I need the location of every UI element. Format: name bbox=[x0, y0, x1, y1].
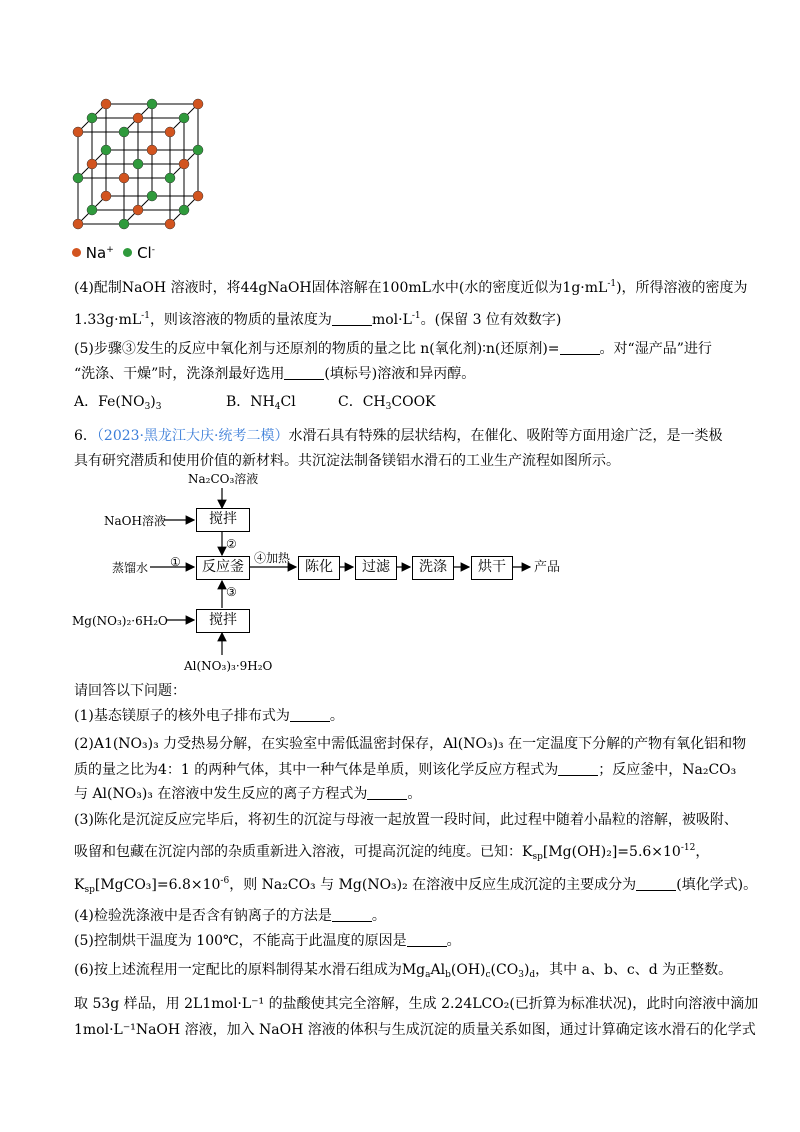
p5-blank[interactable] bbox=[407, 932, 447, 947]
option-b-formula: NH bbox=[250, 394, 275, 410]
q5-text-c: “洗涤、干燥”时，洗涤剂最好选用 bbox=[74, 366, 285, 382]
flow-stir-box-2: 搅拌 bbox=[196, 609, 250, 633]
p6-mg: Mg bbox=[401, 962, 426, 978]
option-c-label: C． bbox=[338, 394, 363, 410]
q4-text-b: 44gNaOH bbox=[240, 280, 312, 296]
p3-ksp-sub-2: sp bbox=[84, 885, 95, 895]
q4-sup-f: -1 bbox=[607, 279, 617, 289]
q6-part2-line2 bbox=[74, 760, 736, 780]
q4-text-a: (4)配制NaOH 溶液时，将 bbox=[74, 280, 241, 296]
cl-label: Cl bbox=[137, 244, 152, 262]
option-a-label: A． bbox=[74, 394, 99, 410]
q4-text-c: 固体溶解在 bbox=[311, 280, 382, 296]
na-label: Na bbox=[85, 244, 107, 262]
option-c-end: COOK bbox=[391, 394, 436, 410]
flow-na2co3-input: Na₂CO₃溶液 bbox=[188, 472, 259, 486]
cl-charge: - bbox=[151, 245, 155, 255]
p3-text-a: 吸留和包藏在沉淀内部的杂质重新进入溶液，可提高沉淀的纯度。已知：K bbox=[74, 844, 533, 860]
q5-text-d: (填标号)溶液和异丙醇。 bbox=[324, 366, 476, 382]
q4-unit: mol·L bbox=[371, 312, 412, 328]
p1-end: 。 bbox=[329, 708, 344, 724]
flow-step1: ① bbox=[170, 555, 181, 569]
option-c-formula: CH bbox=[362, 394, 386, 410]
option-c-sub: 3 bbox=[385, 402, 392, 412]
q6-source-link[interactable]: （2023·黑龙江大庆·统考二模） bbox=[96, 428, 289, 444]
p6-co3: (CO bbox=[490, 962, 519, 978]
q5-text-a: (5)步骤③发生的反应中氧化剂与还原剂的物质的量之比 n(氧化剂)∶n(还原剂)= bbox=[74, 341, 560, 357]
flow-product-output: 产品 bbox=[534, 560, 561, 575]
q4-text-g: )，所得溶液的密度为 bbox=[616, 280, 748, 296]
p6-sub-c: c bbox=[485, 970, 491, 980]
q5-text-b: 。对“湿产品”进行 bbox=[599, 341, 712, 357]
flow-reactor-box: 反应釜 bbox=[196, 556, 250, 580]
p3-ksp-sub: sp bbox=[532, 852, 543, 862]
option-b-end: Cl bbox=[280, 394, 296, 410]
q6-part3-line3 bbox=[74, 871, 757, 900]
p2-text-b: ；反应釜中，Na₂CO₃ bbox=[598, 762, 737, 778]
prompt-text: 请回答以下问题： bbox=[74, 683, 186, 699]
q6-intro-text1: 水滑石具有特殊的层状结构，在催化、吸附等方面用途广泛，是一类极 bbox=[288, 428, 723, 444]
p5-end: 。 bbox=[446, 933, 461, 949]
q6-part4 bbox=[74, 906, 386, 926]
p3-exp-2: -6 bbox=[220, 876, 230, 886]
p6-sub-3: 3 bbox=[518, 970, 524, 980]
p6-oh: (OH) bbox=[450, 962, 486, 978]
option-b-label: B． bbox=[226, 394, 251, 410]
p4-end: 。 bbox=[371, 908, 386, 924]
flow-wash-box: 洗涤 bbox=[412, 556, 454, 580]
q6-part6-line2: 取 53g 样品，用 2L1mol·L⁻¹ 的盐酸使其完全溶解，生成 2.24LCO₂(已折算为标准状况)，此时向溶液中滴加 bbox=[74, 996, 759, 1012]
q6-part3-line2 bbox=[74, 838, 709, 867]
q4-text-f: 1g·mL bbox=[562, 280, 608, 296]
p6-close: ) bbox=[523, 962, 530, 978]
q6-intro-text2: 具有研究潜质和使用价值的新材料。共沉淀法制备镁铝水滑石的工业生产流程如图所示。 bbox=[74, 453, 620, 469]
flow-filter-box: 过滤 bbox=[355, 556, 397, 580]
p3-comma: ， bbox=[695, 844, 710, 860]
q6-part2-line3 bbox=[74, 784, 421, 804]
p2-text-a: 质的量之比为4：1 的两种气体，其中一种气体是单质，则该化学反应方程式为 bbox=[74, 762, 559, 778]
p4-text: (4)检验洗涤液中是否含有钠离子的方法是 bbox=[74, 908, 332, 924]
q6-part3-line1: (3)陈化是沉淀反应完毕后，将初生的沉淀与母液一起放置一段时间，此过程中随着小晶粒的溶解，被吸附、 bbox=[74, 812, 738, 828]
p6-formula bbox=[402, 962, 535, 978]
flow-step3: ③ bbox=[226, 585, 237, 599]
flow-alno3-input: Al(NO₃)₃·9H₂O bbox=[184, 659, 273, 673]
p2-equation-blank[interactable] bbox=[558, 761, 598, 776]
q6-number: 6． bbox=[74, 428, 97, 444]
p6-sub-a: a bbox=[425, 970, 431, 980]
p2-ionic-blank[interactable] bbox=[367, 785, 407, 800]
q4-text-d: 100mL bbox=[381, 280, 431, 296]
q4-unit-sup: -1 bbox=[411, 311, 421, 321]
p3-text-b: ，则 Na₂CO₃ 与 Mg(NO₃)₂ 在溶液中反应生成沉淀的主要成分为 bbox=[229, 877, 637, 893]
flow-step2: ② bbox=[226, 537, 237, 551]
p2-text-d: 。 bbox=[407, 786, 422, 802]
p6-sub-b: b bbox=[445, 970, 451, 980]
option-b-sub: 4 bbox=[274, 402, 281, 412]
q6-part5 bbox=[74, 931, 461, 951]
p6-sub-d: d bbox=[529, 970, 536, 980]
flow-aging-box: 陈化 bbox=[298, 556, 340, 580]
p3-ksp-mgoh2: [Mg(OH)₂]=5.6×10 bbox=[542, 844, 681, 860]
q6-part1 bbox=[74, 706, 344, 726]
option-a-sub2: 3 bbox=[155, 402, 162, 412]
q4-density: 1.33g·mL bbox=[74, 312, 142, 328]
q4-text-h: ，则该溶液的物质的量浓度为 bbox=[149, 312, 332, 328]
flow-mgno3-input: Mg(NO₃)₂·6H₂O bbox=[72, 614, 168, 628]
option-a-sub: 3 bbox=[144, 402, 151, 412]
q6-part6-line1 bbox=[74, 960, 732, 985]
flow-naoh-input: NaOH溶液 bbox=[104, 514, 166, 528]
p6-text-a: (6)按上述流程用一定配比的原料制得某水滑石组成为 bbox=[74, 962, 402, 978]
p5-text: (5)控制烘干温度为 100℃，不能高于此温度的原因是 bbox=[74, 933, 407, 949]
p3-exp-1: -12 bbox=[680, 843, 696, 853]
p6-text-b: ，其中 a、b、c、d 为正整数。 bbox=[535, 962, 733, 978]
q6-part6-line3: 1mol·L⁻¹NaOH 溶液，加入 NaOH 溶液的体积与生成沉淀的质量关系如图，通过计算确定该水滑石的化学式 bbox=[74, 1022, 756, 1038]
p3-blank[interactable] bbox=[636, 876, 676, 891]
flow-dry-box: 烘干 bbox=[471, 556, 513, 580]
q4-text-e: 水中(水的密度近似为 bbox=[430, 280, 563, 296]
na-charge: + bbox=[106, 245, 114, 255]
p1-text: (1)基态镁原子的核外电子排布式为 bbox=[74, 708, 290, 724]
p3-k: K bbox=[74, 877, 85, 893]
flow-step4: ④加热 bbox=[254, 551, 291, 565]
q4-text-i: 。(保留 3 位有效数字) bbox=[420, 312, 562, 328]
p1-blank[interactable] bbox=[290, 707, 330, 722]
p6-al: Al bbox=[430, 962, 446, 978]
flow-stir-box-1: 搅拌 bbox=[196, 508, 250, 532]
option-a-close: ) bbox=[150, 394, 156, 410]
q4-density-sup: -1 bbox=[141, 311, 150, 321]
p2-text-c: 与 Al(NO₃)₃ 在溶液中发生反应的离子方程式为 bbox=[74, 786, 368, 802]
p4-blank[interactable] bbox=[332, 907, 372, 922]
p3-ksp-mgco3: [MgCO₃]=6.8×10 bbox=[94, 877, 221, 893]
flow-water-input: 蒸馏水 bbox=[112, 561, 149, 575]
option-a-formula: Fe(NO bbox=[98, 394, 145, 410]
p3-text-c: (填化学式)。 bbox=[676, 877, 758, 893]
q6-part2-line1: (2)A1(NO₃)₃ 力受热易分解，在实验室中需低温密封保存，Al(NO₃)₃ 在一定温度下分解的产物有氧化铝和物 bbox=[74, 736, 747, 752]
